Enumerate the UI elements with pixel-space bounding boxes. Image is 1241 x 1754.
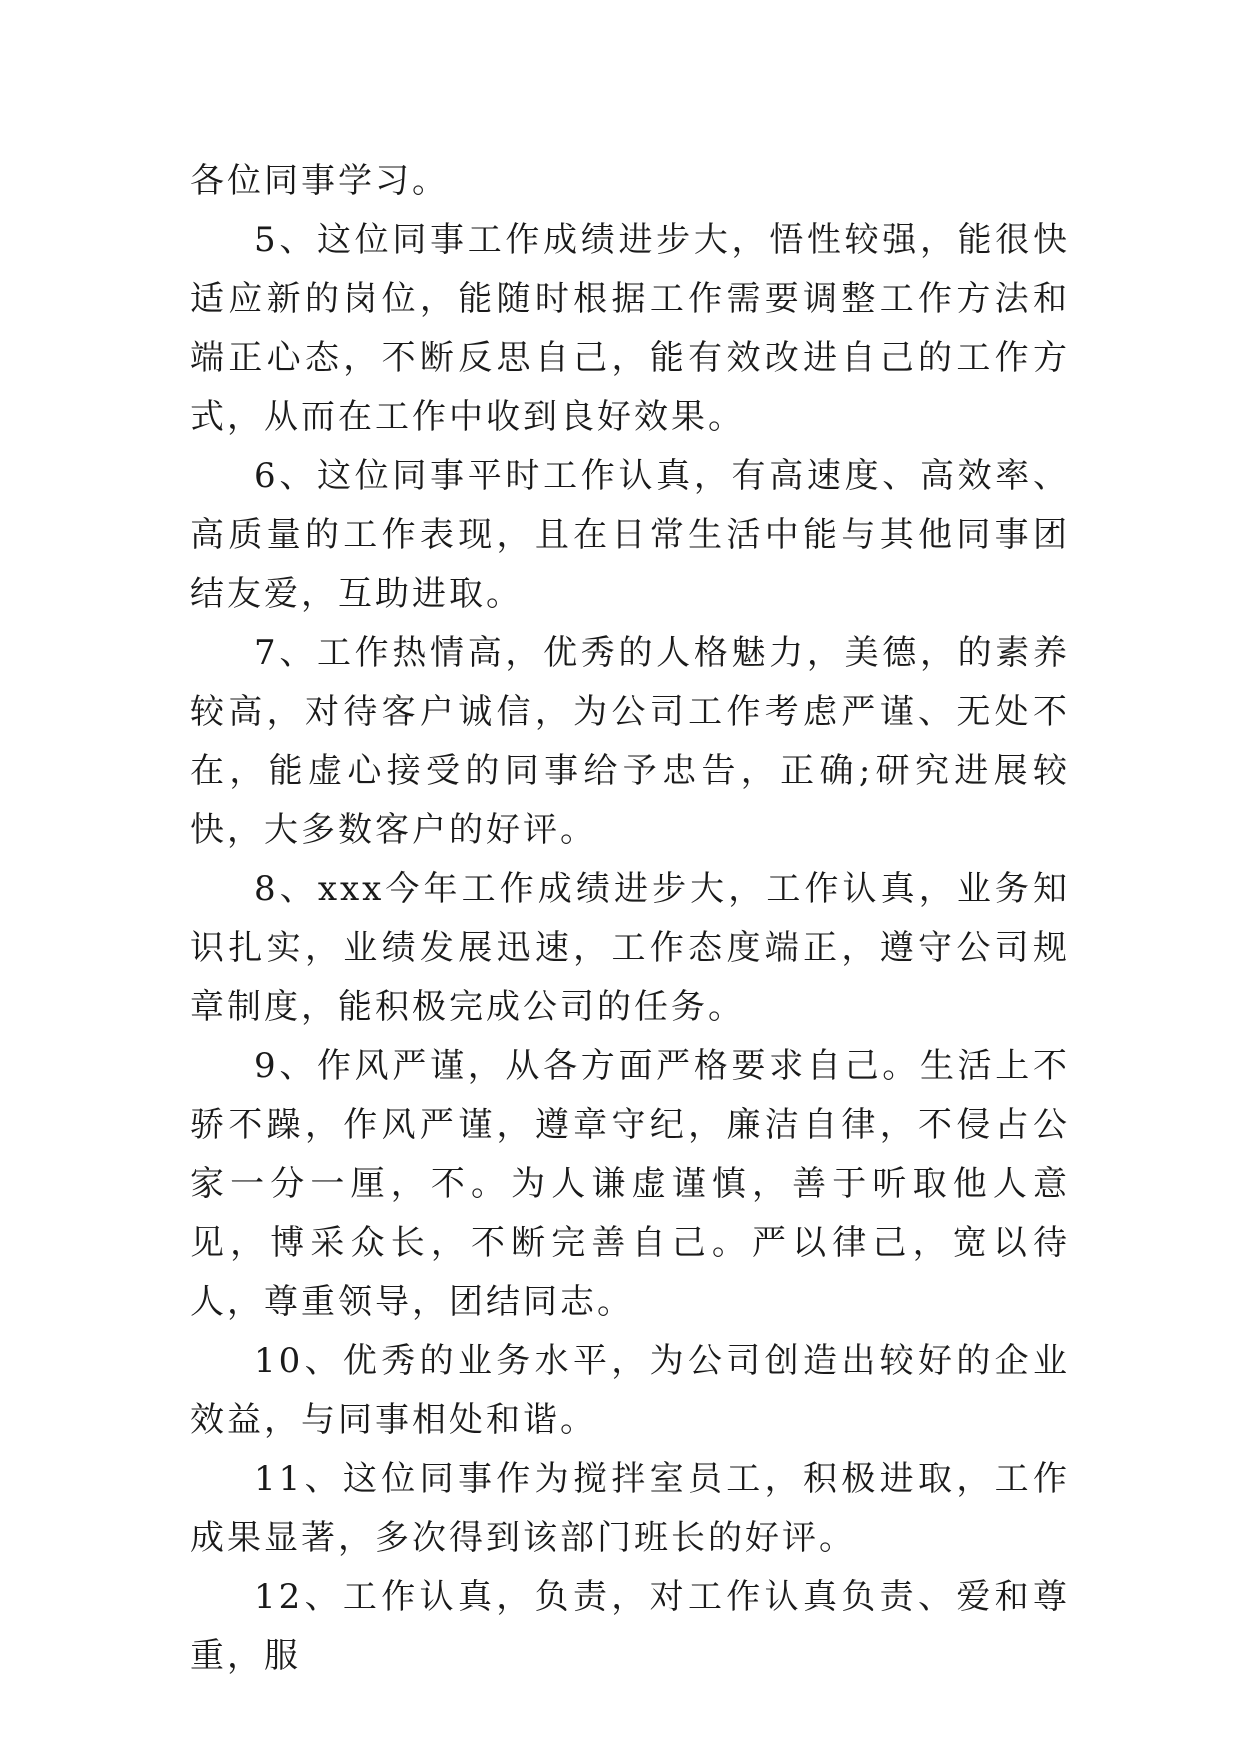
- paragraph-item-11: 11、这位同事作为搅拌室员工，积极进取，工作成果显著，多次得到该部门班长的好评。: [190, 1459, 1070, 1558]
- paragraph-continuation: 各位同事学习。: [190, 161, 449, 201]
- paragraph-item-5: 5、这位同事工作成绩进步大，悟性较强，能很快适应新的岗位，能随时根据工作需要调整工作方法和端正心态，不断反思自己，能有效改进自己的工作方式，从而在工作中收到良好效果。: [190, 220, 1070, 437]
- document-body: [190, 152, 1070, 1686]
- paragraph-item-7: 7、工作热情高，优秀的人格魅力，美德，的素养较高，对待客户诚信，为公司工作考虑严谨、无处不在，能虚心接受的同事给予忠告，正确;研究进展较快，大多数客户的好评。: [190, 633, 1070, 850]
- paragraph-item-12: 12、工作认真，负责，对工作认真负责、爱和尊重，服: [190, 1577, 1070, 1676]
- paragraph-item-6: 6、这位同事平时工作认真，有高速度、高效率、高质量的工作表现，且在日常生活中能与其他同事团结友爱，互助进取。: [190, 456, 1070, 614]
- paragraph-item-8: 8、xxx今年工作成绩进步大，工作认真，业务知识扎实，业绩发展迅速，工作态度端正，遵守公司规章制度，能积极完成公司的任务。: [190, 869, 1070, 1027]
- paragraph-item-10: 10、优秀的业务水平，为公司创造出较好的企业效益，与同事相处和谐。: [190, 1341, 1070, 1440]
- paragraph-item-9: 9、作风严谨，从各方面严格要求自己。生活上不骄不躁，作风严谨，遵章守纪，廉洁自律，不侵占公家一分一厘，不。为人谦虚谨慎，善于听取他人意见，博采众长，不断完善自己。严以律己，宽以待人，尊重领导，团结同志。: [190, 1046, 1070, 1322]
